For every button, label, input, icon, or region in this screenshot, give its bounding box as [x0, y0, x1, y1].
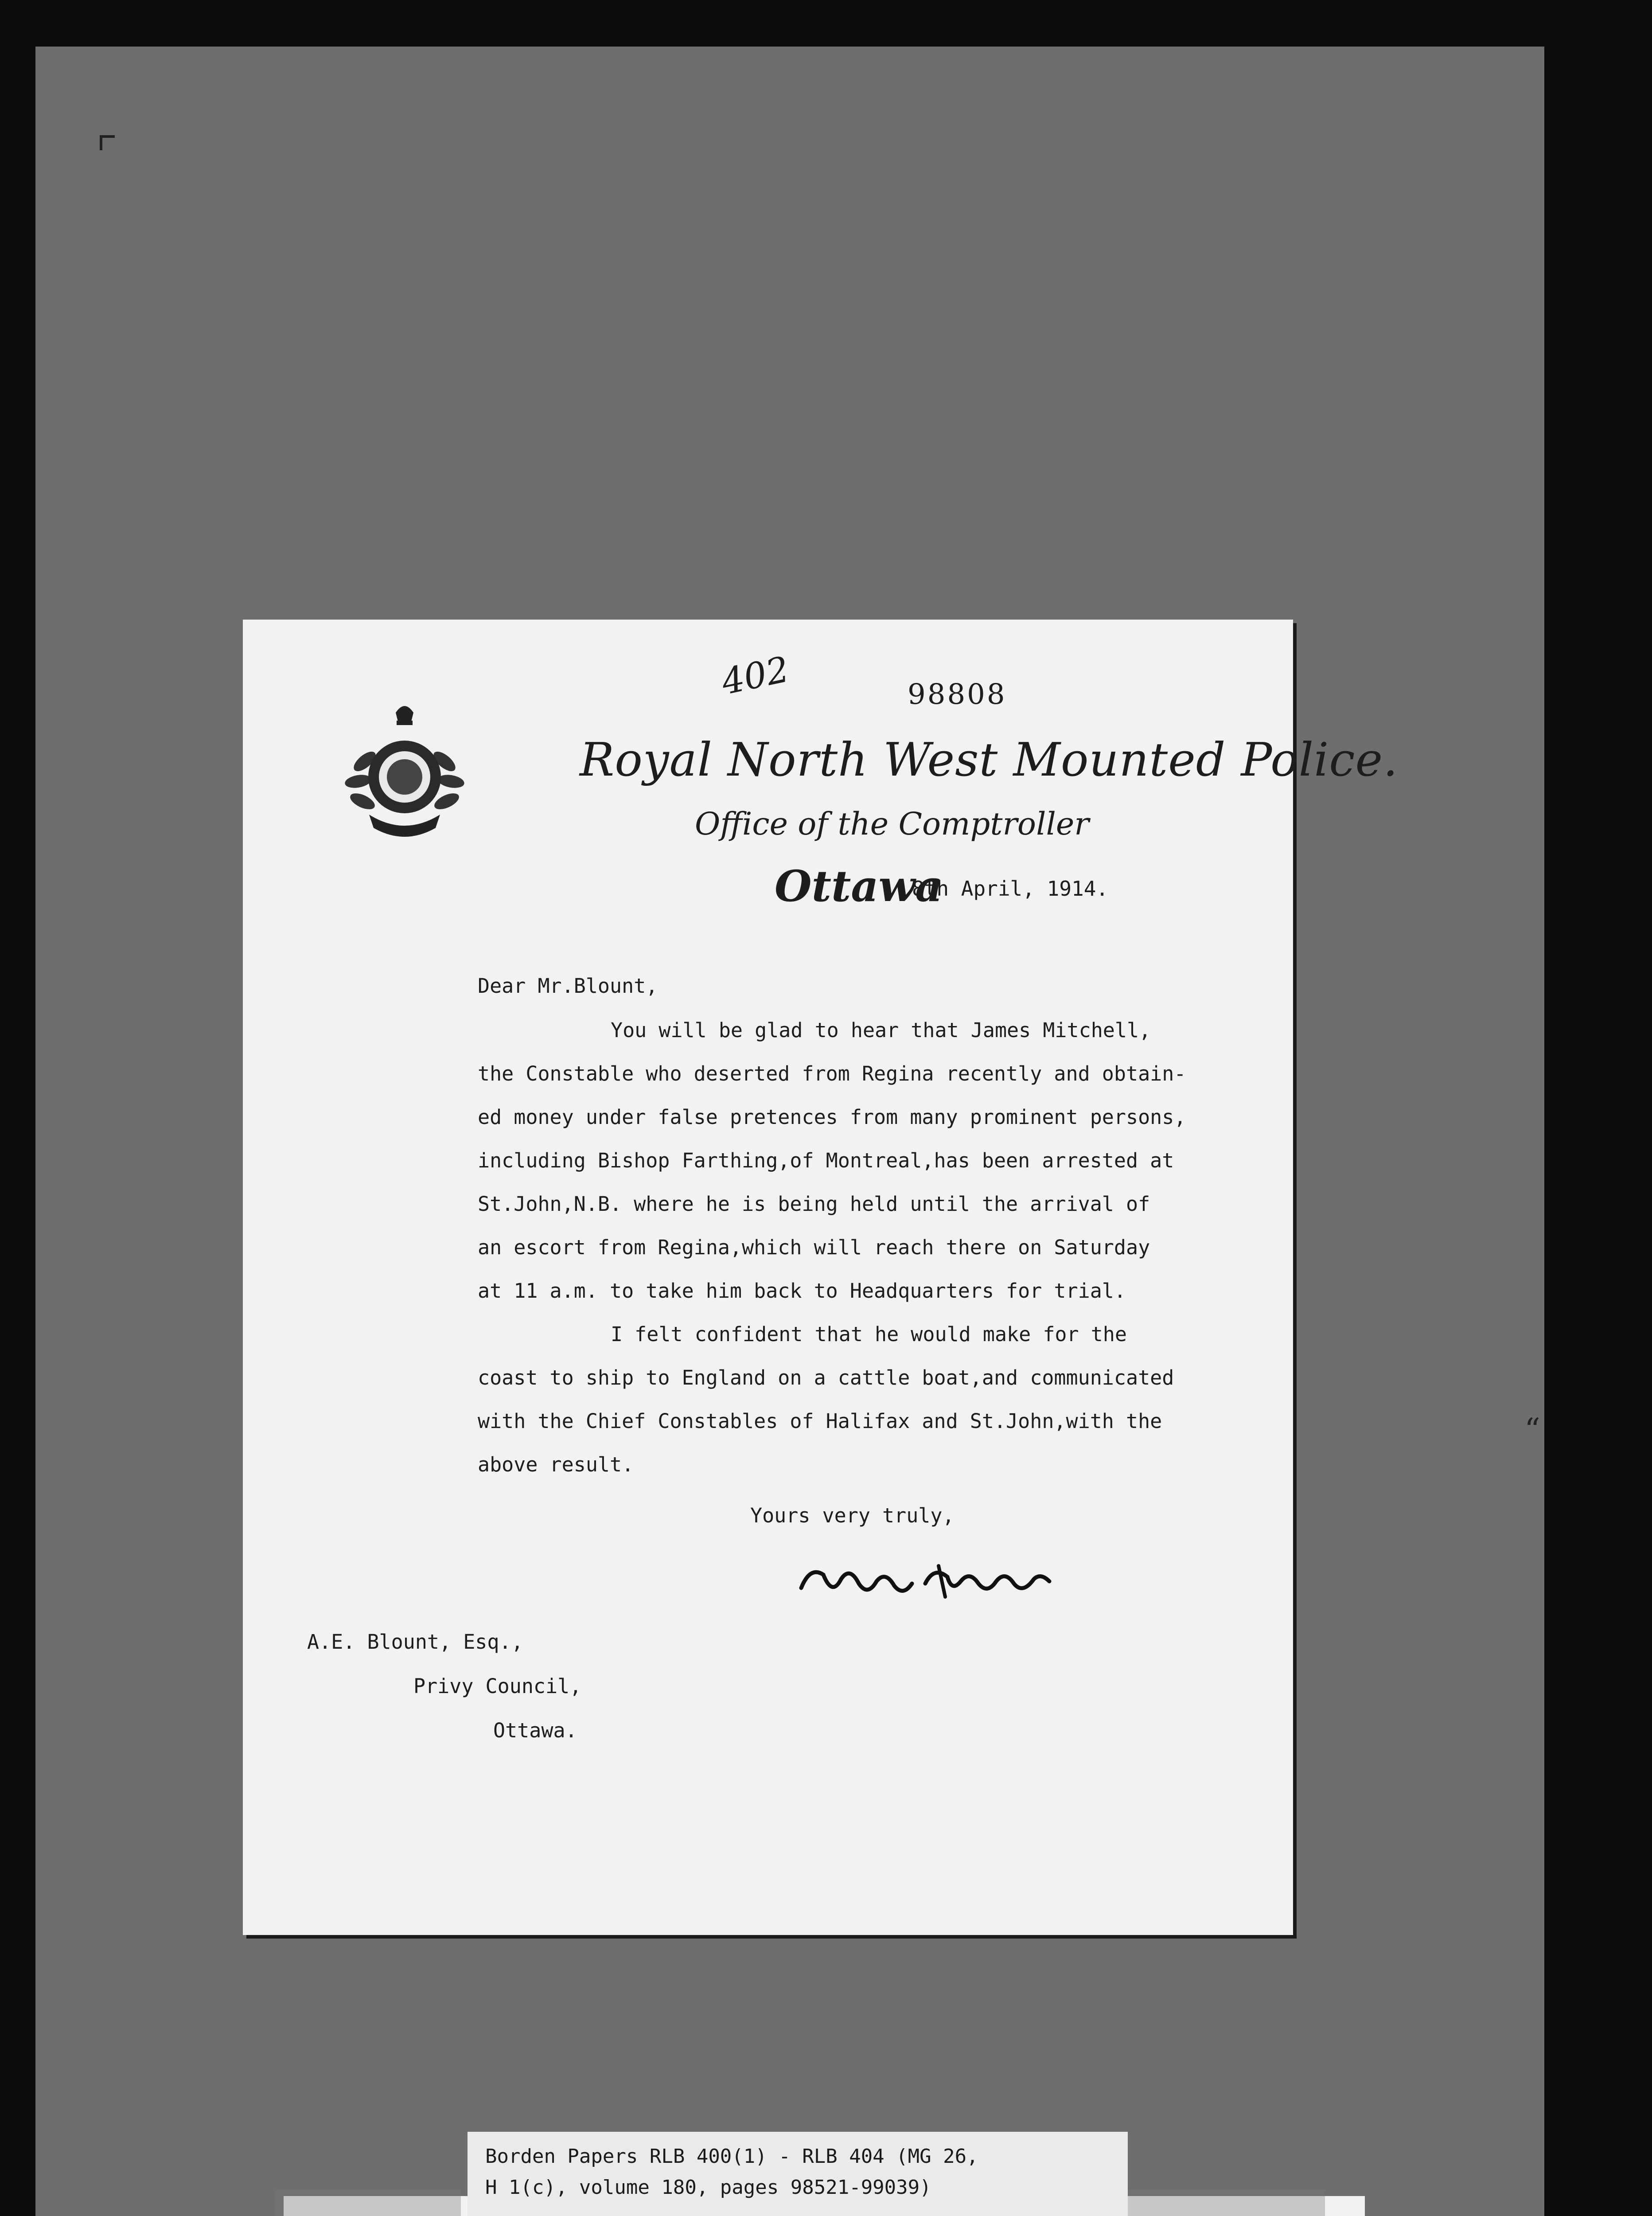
body-line: coast to ship to England on a cattle boat,and communicated: [478, 1366, 1174, 1389]
collection-caption: [468, 2132, 1128, 2216]
body-line: at 11 a.m. to take him back to Headquarters for trial.: [478, 1279, 1126, 1303]
body-line: You will be glad to hear that James Mitchell,: [611, 1018, 1151, 1042]
letterhead-organization: Royal North West Mounted Police.: [580, 733, 1399, 787]
address-line: Privy Council,: [413, 1674, 582, 1698]
letterhead-city: Ottawa: [775, 861, 943, 911]
letter-closing: Yours very truly,: [750, 1504, 955, 1527]
body-line: including Bishop Farthing,of Montreal,has been arrested at: [478, 1149, 1174, 1172]
body-line: with the Chief Constables of Halifax and St.John,with the: [478, 1409, 1162, 1433]
corner-mark: [100, 135, 115, 150]
body-line: St.John,N.B. where he is being held until the arrival of: [478, 1192, 1150, 1216]
letter-date: 8th April, 1914.: [912, 877, 1109, 901]
tape-strip: [275, 2189, 461, 2216]
salutation: Dear Mr.Blount,: [478, 974, 658, 998]
letter-page: [243, 620, 1399, 1935]
body-line: above result.: [478, 1453, 634, 1476]
body-line: an escort from Regina,which will reach there on Saturday: [478, 1236, 1150, 1259]
letterhead-office: Office of the Comptroller: [695, 806, 1089, 842]
handwritten-number: 402: [718, 648, 793, 703]
body-line: the Constable who deserted from Regina recently and obtain-: [478, 1062, 1186, 1085]
tape-strip: [1117, 2189, 1325, 2216]
rnwmp-crest-icon: [338, 695, 471, 846]
body-line: ed money under false pretences from many prominent persons,: [478, 1105, 1186, 1129]
address-line: Ottawa.: [493, 1719, 577, 1742]
edge-mark: “: [1524, 1412, 1540, 1448]
address-line: A.E. Blount, Esq.,: [307, 1630, 523, 1654]
body-line: I felt confident that he would make for the: [611, 1323, 1127, 1346]
handwritten-signature: [792, 1557, 1058, 1606]
caption-line: H 1(c), volume 180, pages 98521-99039): [485, 2176, 931, 2199]
stamped-page-number: 98808: [908, 678, 1007, 711]
caption-line: Borden Papers RLB 400(1) - RLB 404 (MG 26,: [485, 2145, 978, 2168]
